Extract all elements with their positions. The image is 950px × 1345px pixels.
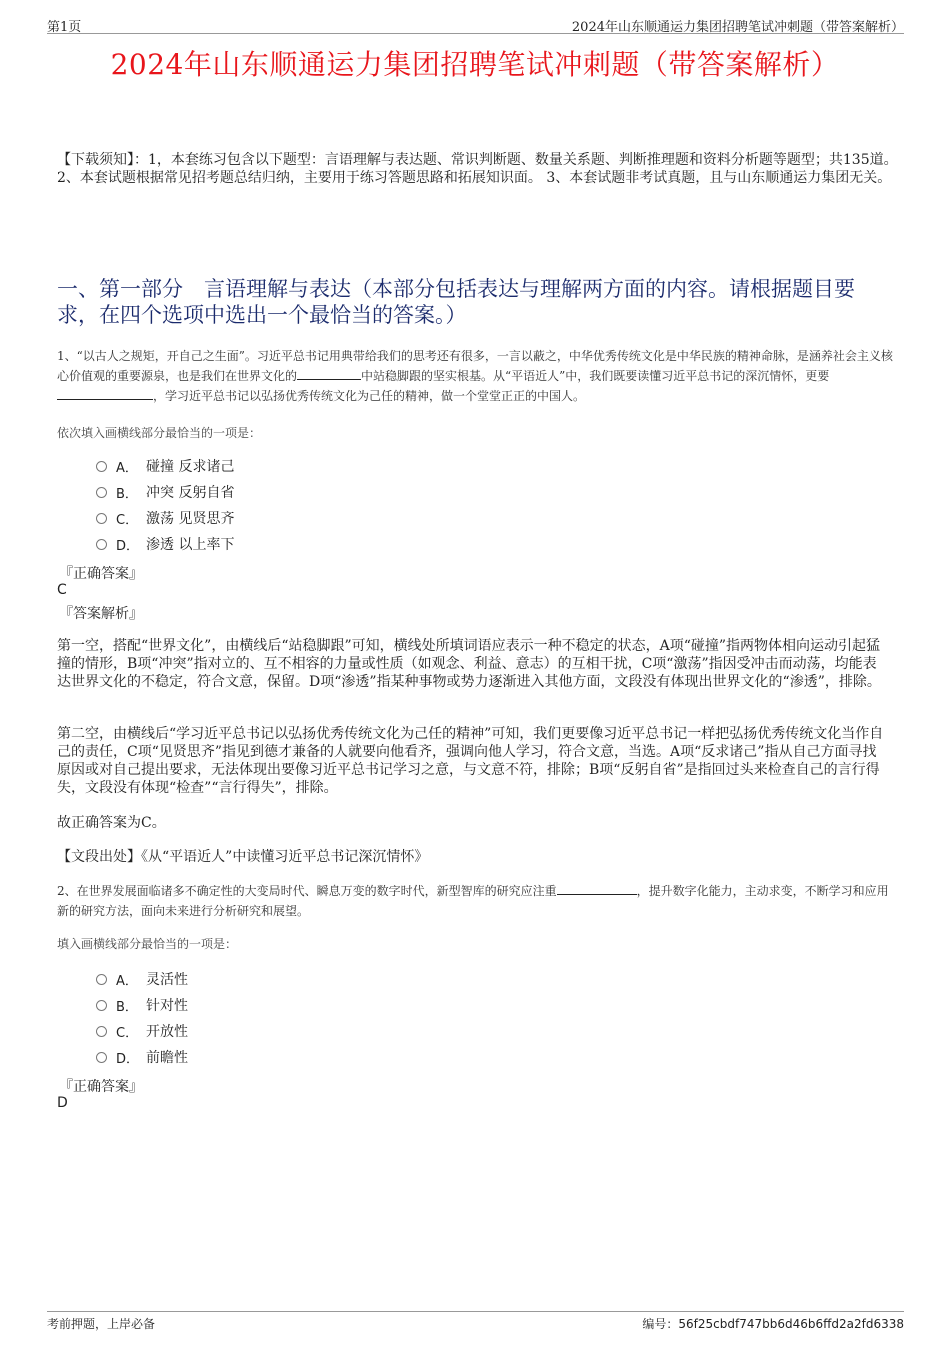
option-letter: D． [116,538,140,554]
option-text: 激荡 见贤思齐 [146,511,235,527]
radio-icon[interactable] [96,1052,107,1063]
footer-divider [47,1311,904,1312]
analysis-paragraph-1: 第一空，搭配“世界文化”，由横线后“站稳脚跟”可知，横线处所填词语应表示一种不稳定的状态，A项“碰撞”指两物体相向运动引起猛撞的情形，B项“冲突”指对立的、互不相容的力量或性质（如观念、利益、意志）的互相干扰，C项“激荡”指因受冲击而动荡，均能表达世界文化的不稳定，符合文意，保留。D项“渗透”指某种事物或势力逐渐进入其他方面，文段没有体现出世界文化的“渗透”，排除。 [57,638,881,690]
blank-3 [557,881,637,895]
question-2-instruction: 填入画横线部分最恰当的一项是： [57,937,238,951]
option-letter: C． [116,1025,139,1041]
question-1-instruction: 依次填入画横线部分最恰当的一项是： [57,426,262,440]
radio-icon[interactable] [96,1000,107,1011]
option-text: 渗透 以上率下 [146,537,235,553]
footer-slogan: 考前押题，上岸必备 [47,1317,156,1331]
question-1-stem [57,346,896,406]
option-b[interactable] [96,479,234,505]
analysis-paragraph-2: 第二空，由横线后“学习近平总书记以弘扬优秀传统文化为己任的精神”可知，我们更要像习近平总书记一样把弘扬优秀传统文化当作自己的责任，C项“见贤思齐”指见到德才兼备的人就要向他看齐，强调向他人学习，符合文意，当选。A项“反求诸己”指从自己方面寻找原因或对自己提出要求，无法体现出要像习近平总书记学习之意，与文意不符，排除；B项“反躬自省”是指回过头来检查自己的言行得失，文段没有体现“检查”“言行得失”，排除。 [57,726,884,796]
radio-icon[interactable] [96,539,107,550]
radio-icon[interactable] [96,487,107,498]
option-text: 碰撞 反求诸己 [146,459,235,475]
question-1-options [96,453,234,557]
question-1-text-b: 中站稳脚跟的坚实根基。从“平语近人”中，我们既要读懂习近平总书记的深沉情怀，更要 [361,369,830,383]
option-b[interactable] [96,992,188,1018]
footer-code [642,1315,904,1332]
option-d[interactable] [96,531,234,557]
option-letter: D． [116,1051,140,1067]
option-a[interactable] [96,453,234,479]
radio-icon[interactable] [96,1026,107,1037]
answer-label: 『正确答案』 [59,566,143,582]
page-title: 2024年山东顺通运力集团招聘笔试冲刺题（带答案解析） [110,48,840,81]
footer-code-value: 56f25cbdf747bb6d46b6ffd2a2fd6338 [678,1317,904,1331]
option-c[interactable] [96,1018,188,1044]
blank-2 [57,386,153,400]
section-heading: 一、第一部分 言语理解与表达（本部分包括表达与理解两方面的内容。请根据题目要求，在四个选项中选出一个最恰当的答案。） [57,277,855,327]
radio-icon[interactable] [96,461,107,472]
option-text: 前瞻性 [146,1050,188,1066]
option-text: 开放性 [146,1024,188,1040]
option-a[interactable] [96,966,188,992]
download-notice: 【下载须知】：1，本套练习包含以下题型：言语理解与表达题、常识判断题、数量关系题、判断推理题和资料分析题等题型；共135道。 2、本套试题根据常见招考题总结归纳，主要用于练习答题思路和拓展知识面。 3、本套试题非考试真题，且与山东顺通运力集团无关。 [57,152,898,186]
question-2-text-a: 2、在世界发展面临诸多不确定性的大变局时代、瞬息万变的数字时代，新型智库的研究应注重 [57,884,557,898]
option-d[interactable] [96,1044,188,1070]
blank-1 [297,366,361,380]
option-letter: A． [116,973,138,989]
question-1-text-a: 1、“以古人之规矩，开自己之生面”。习近平总书记用典带给我们的思考还有很多，一言以蔽之，中华优秀传统文化是中华民族的精神命脉，是涵养社会主义核心价值观的重要源泉，也是我们在世界文化的 [57,349,893,383]
option-letter: C． [116,512,139,528]
option-text: 灵活性 [146,972,188,988]
footer-code-label: 编号： [642,1317,679,1331]
header-page-number: 第1页 [47,20,82,35]
option-letter: B． [116,999,138,1015]
question-2-text-b: ，提升数字化能力，主动求变，不断学习和应用新的研究方法，面向未来进行分析研究和展望。 [57,884,889,918]
question-2-stem [57,881,896,921]
question-1-text-c: ，学习近平总书记以弘扬优秀传统文化为己任的精神，做一个堂堂正正的中国人。 [153,389,586,403]
header-divider [47,33,904,34]
option-letter: B． [116,486,138,502]
option-c[interactable] [96,505,234,531]
header-doc-title: 2024年山东顺通运力集团招聘笔试冲刺题（带答案解析） [571,20,904,35]
radio-icon[interactable] [96,974,107,985]
option-text: 冲突 反躬自省 [146,485,235,501]
radio-icon[interactable] [96,513,107,524]
analysis-conclusion: 故正确答案为C。 [57,815,166,831]
correct-answer: D [57,1095,68,1111]
option-text: 针对性 [146,998,188,1014]
question-2-options [96,966,188,1070]
passage-source: 【文段出处】《从“平语近人”中读懂习近平总书记深沉情怀》 [57,849,429,865]
analysis-label: 『答案解析』 [59,606,143,622]
option-letter: A． [116,460,138,476]
answer-label: 『正确答案』 [59,1079,143,1095]
correct-answer: C [57,582,67,598]
